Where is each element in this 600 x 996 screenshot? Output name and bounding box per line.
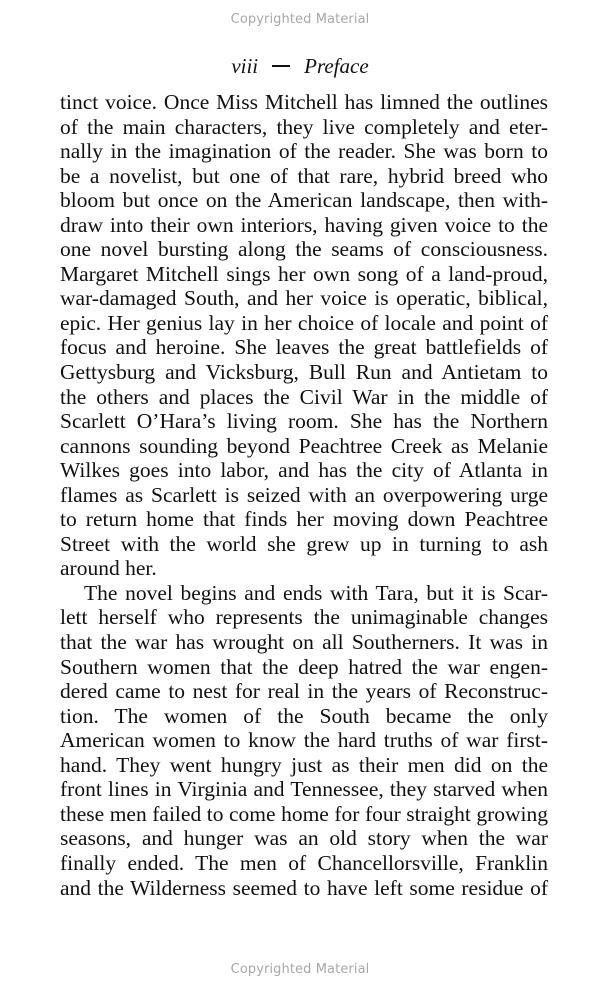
text-line: and the Wilderness seemed to have left some residue of: [60, 875, 548, 900]
text-line: tinct voice. Once Miss Mitchell has limned the outlines: [60, 90, 548, 114]
copyright-watermark-top: Copyrighted Material: [230, 12, 370, 27]
text-line: seasons, and hunger was an old story when the war: [60, 826, 548, 851]
text-line: war-damaged South, and her voice is operatic, biblical,: [60, 286, 548, 311]
text-line: bloom but once on the American landscape, then with-: [60, 188, 548, 213]
text-line: Margaret Mitchell sings her own song of a land-proud,: [60, 261, 548, 286]
text-line: Wilkes goes into labor, and has the city of Atlanta in: [60, 458, 548, 483]
text-line: lett herself who represents the unimaginable changes: [60, 605, 548, 630]
body-text: [60, 90, 548, 900]
text-line: one novel bursting along the seams of consciousness.: [60, 237, 548, 262]
text-line: focus and heroine. She leaves the great battlefields of: [60, 335, 548, 360]
text-line: cannons sounding beyond Peachtree Creek as Melanie: [60, 433, 548, 458]
text-line: tion. The women of the South became the only: [60, 703, 548, 728]
text-line: nally in the imagination of the reader. She was born to: [60, 139, 548, 164]
text-line: hand. They went hungry just as their men did on the: [60, 752, 548, 777]
text-line: that the war has wrought on all Southerners. It was in: [60, 630, 548, 655]
text-line: these men failed to come home for four straight growing: [60, 801, 548, 826]
text-line: Scarlett O’Hara’s living room. She has the Northern: [60, 409, 548, 434]
text-line: Southern women that the deep hatred the war engen-: [60, 654, 548, 679]
text-line: The novel begins and ends with Tara, but it is Scar-: [84, 580, 548, 605]
text-line: to return home that finds her moving down Peachtree: [60, 507, 548, 532]
text-line: be a novelist, but one of that rare, hybrid breed who: [60, 163, 548, 188]
text-line: Street with the world she grew up in turning to ash: [60, 531, 548, 556]
section-title: Preface: [304, 54, 369, 78]
text-line: dered came to nest for real in the years of Reconstruc-: [60, 679, 548, 704]
text-line: front lines in Virginia and Tennessee, they starved when: [60, 777, 548, 802]
text-line: epic. Her genius lay in her choice of locale and point of: [60, 310, 548, 335]
text-line: finally ended. The men of Chancellorsville, Franklin: [60, 850, 548, 875]
text-line: flames as Scarlett is seized with an overpowering urge: [60, 482, 548, 507]
copyright-watermark-bottom: Copyrighted Material: [230, 962, 370, 977]
text-line: Gettysburg and Vicksburg, Bull Run and Antietam to: [60, 360, 548, 385]
text-line: draw into their own interiors, having given voice to the: [60, 212, 548, 237]
text-line: American women to know the hard truths of war first-: [60, 728, 548, 753]
text-line: of the main characters, they live completely and eter-: [60, 114, 548, 139]
header-dash-separator: [272, 65, 290, 67]
text-line: the others and places the Civil War in the middle of: [60, 384, 548, 409]
page-number: viii: [231, 54, 259, 78]
text-line: around her.: [60, 556, 157, 581]
running-head: [0, 54, 600, 79]
